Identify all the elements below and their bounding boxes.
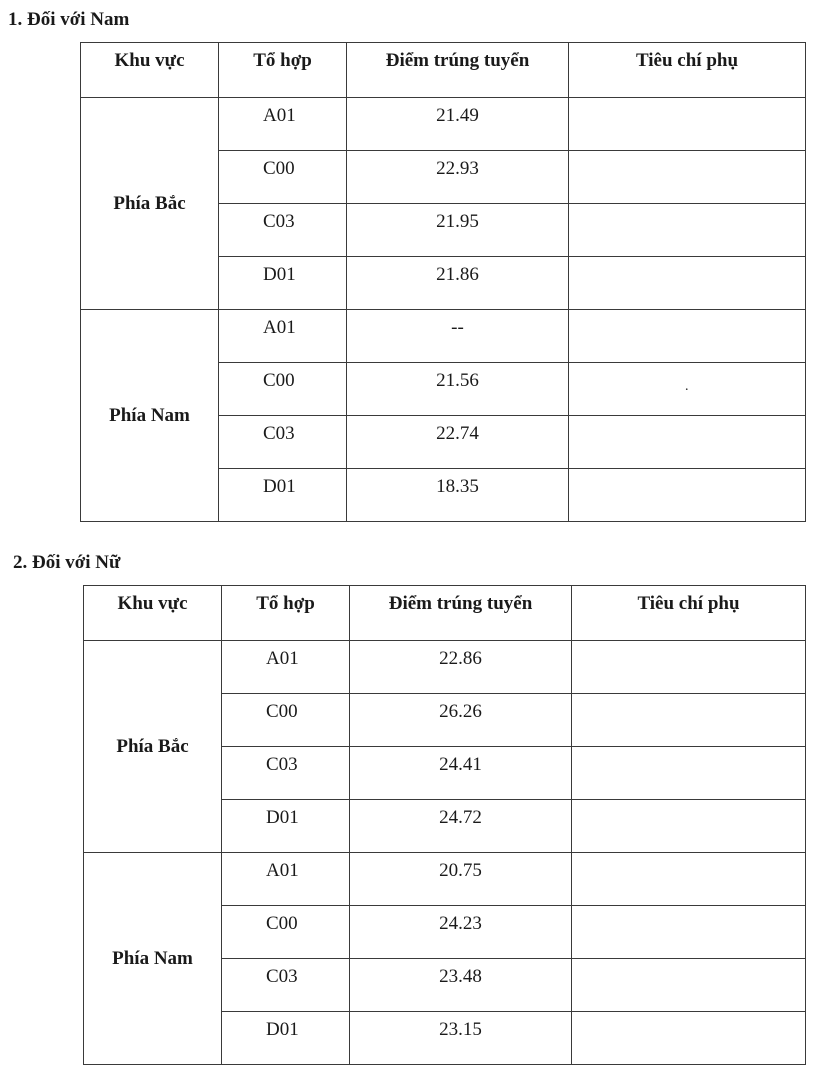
combination-cell: D01 (222, 800, 350, 853)
header-region: Khu vực (81, 43, 219, 98)
score-table-male (80, 42, 806, 522)
combination-cell: D01 (219, 469, 347, 522)
score-cell: 22.74 (347, 416, 569, 469)
combination-cell: C03 (222, 959, 350, 1012)
criterion-cell (572, 800, 806, 853)
region-cell: Phía Bắc (81, 98, 219, 310)
criterion-cell (572, 747, 806, 800)
score-cell: 18.35 (347, 469, 569, 522)
header-combination: Tổ hợp (222, 586, 350, 641)
criterion-cell (572, 959, 806, 1012)
criterion-dot: . (685, 379, 689, 394)
criterion-cell (569, 469, 806, 522)
score-cell: 21.86 (347, 257, 569, 310)
criterion-cell (569, 310, 806, 363)
combination-cell: C03 (219, 204, 347, 257)
criterion-cell (569, 363, 806, 416)
score-cell: 23.15 (350, 1012, 572, 1065)
score-cell: 21.56 (347, 363, 569, 416)
combination-cell: C00 (222, 694, 350, 747)
region-cell: Phía Nam (84, 853, 222, 1065)
score-cell: 23.48 (350, 959, 572, 1012)
header-score: Điểm trúng tuyển (347, 43, 569, 98)
criterion-cell (572, 694, 806, 747)
score-cell: 20.75 (350, 853, 572, 906)
combination-cell: A01 (219, 98, 347, 151)
combination-cell: D01 (219, 257, 347, 310)
combination-cell: C00 (219, 363, 347, 416)
combination-cell: A01 (222, 641, 350, 694)
section-title-male: 1. Đối với Nam (8, 9, 130, 30)
region-cell: Phía Bắc (84, 641, 222, 853)
combination-cell: C03 (219, 416, 347, 469)
header-criterion: Tiêu chí phụ (569, 43, 806, 98)
region-cell: Phía Nam (81, 310, 219, 522)
score-cell: 22.93 (347, 151, 569, 204)
section-title-female: 2. Đối với Nữ (13, 552, 121, 573)
combination-cell: C03 (222, 747, 350, 800)
combination-cell: A01 (222, 853, 350, 906)
criterion-cell (569, 98, 806, 151)
score-cell: -- (347, 310, 569, 363)
score-cell: 24.72 (350, 800, 572, 853)
header-region: Khu vực (84, 586, 222, 641)
score-cell: 21.95 (347, 204, 569, 257)
score-cell: 22.86 (350, 641, 572, 694)
combination-cell: D01 (222, 1012, 350, 1065)
header-score: Điểm trúng tuyển (350, 586, 572, 641)
criterion-cell (572, 906, 806, 959)
combination-cell: C00 (222, 906, 350, 959)
header-criterion: Tiêu chí phụ (572, 586, 806, 641)
criterion-cell (569, 151, 806, 204)
table-row (84, 641, 806, 694)
score-table-female (83, 585, 806, 1065)
criterion-cell (572, 853, 806, 906)
score-cell: 24.23 (350, 906, 572, 959)
table-header-row (84, 586, 806, 641)
criterion-cell (572, 1012, 806, 1065)
combination-cell: A01 (219, 310, 347, 363)
table-row (81, 310, 806, 363)
table-row (84, 853, 806, 906)
criterion-cell (569, 257, 806, 310)
score-cell: 24.41 (350, 747, 572, 800)
table-header-row (81, 43, 806, 98)
criterion-cell (569, 416, 806, 469)
combination-cell: C00 (219, 151, 347, 204)
criterion-cell (572, 641, 806, 694)
header-combination: Tổ hợp (219, 43, 347, 98)
criterion-cell (569, 204, 806, 257)
score-cell: 26.26 (350, 694, 572, 747)
table-row (81, 98, 806, 151)
score-cell: 21.49 (347, 98, 569, 151)
